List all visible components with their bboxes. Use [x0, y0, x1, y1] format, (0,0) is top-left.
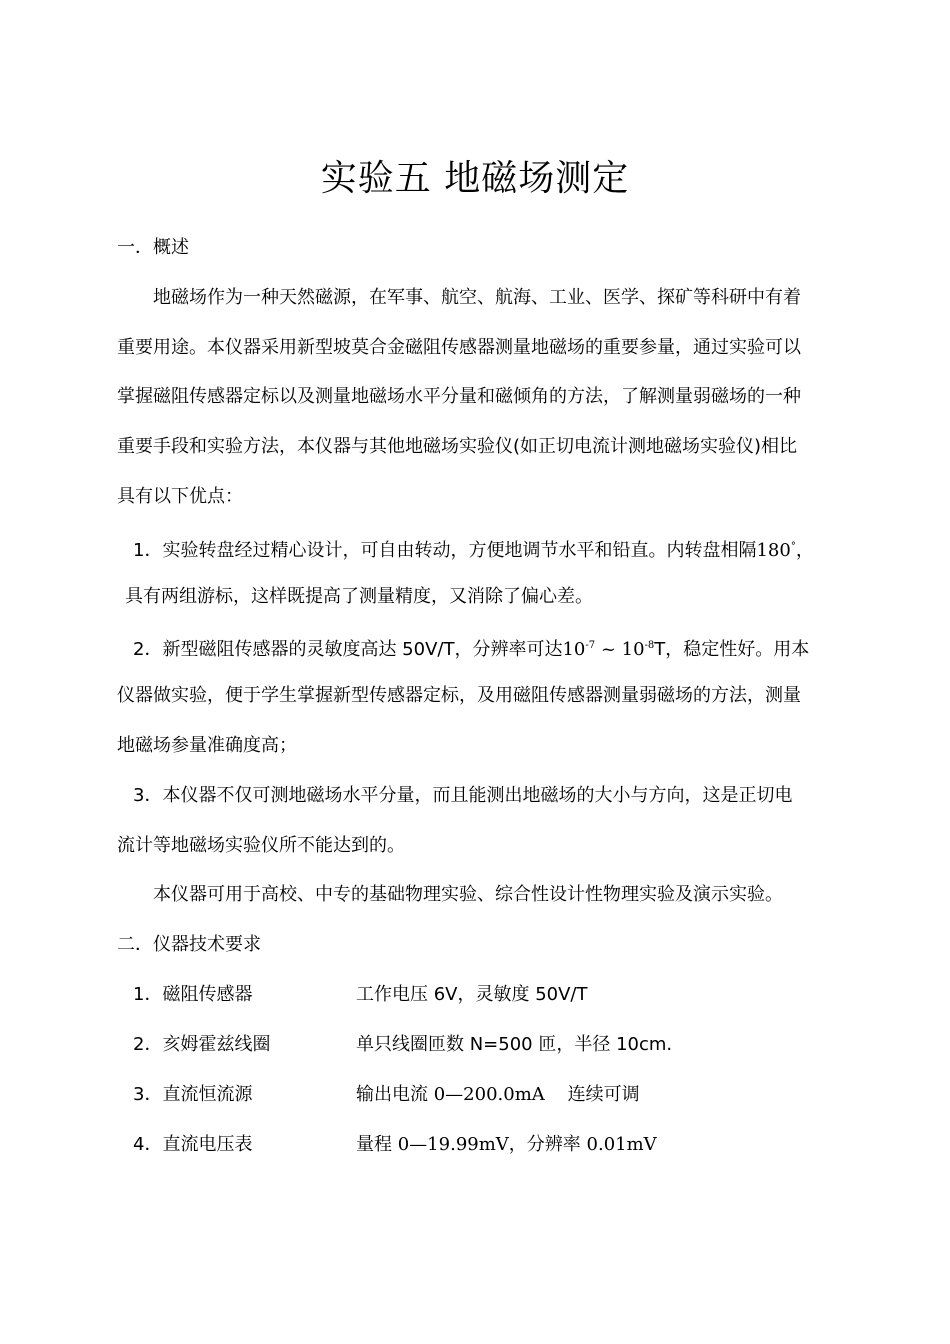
spec-value-text: 输出电流 [356, 1084, 434, 1105]
paragraph-line: 地磁场作为一种天然磁源，在军事、航空、航海、工业、医学、探矿等科研中有着 [153, 287, 801, 308]
spec-value [356, 1133, 657, 1157]
spec-value: 工作电压 6V，灵敏度 50V/T [356, 984, 588, 1005]
resolution-base-2: 10 [621, 639, 645, 660]
advantage-item-3: 3．本仪器不仅可测地磁场水平分量，而且能测出地磁场的大小与方向，这是正切电 [133, 785, 793, 806]
section-heading-overview: 一．概述 [117, 237, 189, 258]
advantage-item-2-line2: 仪器做实验，便于学生掌握新型传感器定标，及用磁阻传感器测量弱磁场的方法，测量 [117, 685, 801, 706]
advantage-item-1-tail: ， [795, 540, 814, 561]
spec-value-number: 0—200.0mA [433, 1084, 545, 1105]
page-title: 实验五 地磁场测定 [320, 158, 630, 199]
paragraph-line: 重要手段和实验方法，本仪器与其他地磁场实验仪(如正切电流计测地磁场实验仪)相比 [117, 436, 798, 457]
paragraph-line: 掌握磁阻传感器定标以及测量地磁场水平分量和磁倾角的方法，了解测量弱磁场的一种 [117, 386, 801, 407]
resolution-exp-1: -7 [585, 640, 596, 651]
spec-value-text: ，分辨率 [508, 1134, 587, 1155]
advantage-item-2-line3: 地磁场参量准确度高； [117, 735, 297, 756]
degree-value: 180 [756, 540, 791, 561]
advantage-item-1-text: 1．实验转盘经过精心设计，可自由转动，方便地调节水平和铅直。内转盘相隔 [133, 540, 757, 561]
spec-label: 3．直流恒流源 [133, 1084, 253, 1105]
advantage-item-2-tail: T，稳定性好。用本 [654, 639, 810, 660]
resolution-tilde: ~ [595, 639, 622, 660]
spec-value: 单只线圈匝数 N=500 匝，半径 10cm. [356, 1034, 673, 1055]
advantage-item-2-text: 2．新型磁阻传感器的灵敏度高达 50V/T，分辨率可达 [133, 639, 563, 660]
spec-label: 1．磁阻传感器 [133, 984, 253, 1005]
paragraph-line: 重要用途。本仪器采用新型坡莫合金磁阻传感器测量地磁场的重要参量，通过实验可以 [117, 337, 801, 358]
resolution-exp-2: -8 [644, 640, 655, 651]
spec-value-number: 0.01mV [586, 1134, 657, 1155]
advantage-item-1-line2: 具有两组游标，这样既提高了测量精度，又消除了偏心差。 [125, 586, 593, 607]
advantage-item-3-line2: 流计等地磁场实验仪所不能达到的。 [117, 835, 405, 856]
spec-value-text: 连续可调 [544, 1084, 640, 1105]
spec-value-number: 0—19.99mV [397, 1134, 509, 1155]
spec-value [356, 1083, 640, 1107]
spec-value-text: 量程 [356, 1134, 398, 1155]
closing-paragraph: 本仪器可用于高校、中专的基础物理实验、综合性设计性物理实验及演示实验。 [153, 884, 783, 905]
degree-sign: ° [790, 541, 796, 552]
section-heading-specs: 二．仪器技术要求 [117, 934, 261, 955]
paragraph-line: 具有以下优点： [117, 486, 243, 507]
advantage-item-2 [133, 634, 809, 662]
resolution-base-1: 10 [562, 639, 586, 660]
spec-label: 2．亥姆霍兹线圈 [133, 1034, 271, 1055]
spec-label: 4．直流电压表 [133, 1134, 253, 1155]
advantage-item-1 [133, 535, 814, 563]
